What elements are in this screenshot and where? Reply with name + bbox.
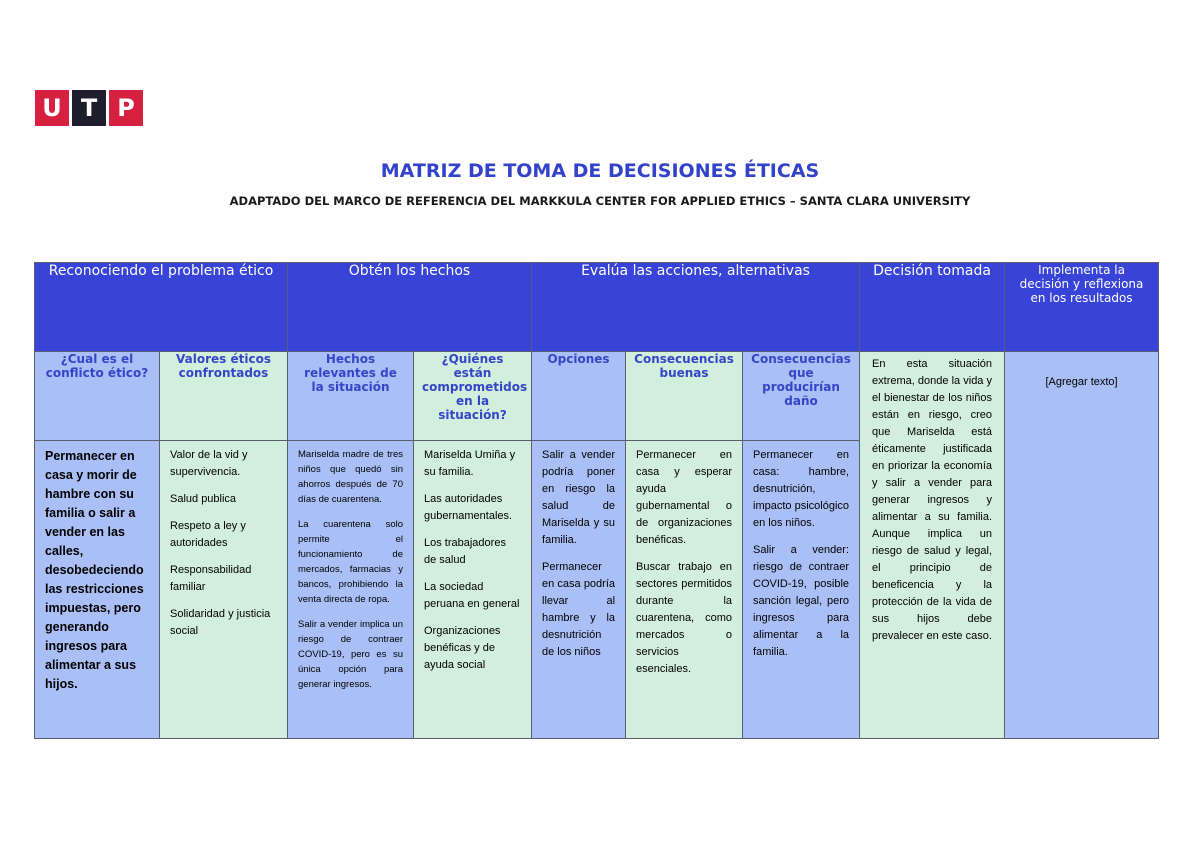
valor-item: Valor de la vid y supervivencia. (170, 449, 248, 478)
subheader-valores: Valores éticos confrontados (160, 352, 288, 441)
valor-item: Responsabilidad familiar (170, 564, 252, 593)
header-evalua: Evalúa las acciones, alternativas (532, 263, 860, 352)
page-subtitle: ADAPTADO DEL MARCO DE REFERENCIA DEL MARKKULA CENTER FOR APPLIED ETHICS – SANTA CLARA UNIVERSITY (229, 194, 971, 208)
quien-item: La sociedad peruana en general (424, 581, 520, 610)
implement-placeholder: [Agregar texto] (1045, 376, 1118, 388)
subheader-dano: Consecuencias que producirían daño (743, 352, 860, 441)
valor-item: Respeto a ley y autoridades (170, 520, 246, 549)
dano-cell (743, 441, 860, 739)
dano-item: Salir a vender: riesgo de contraer COVID-19, posible sanción legal, pero ingresos para alimentar a la familia. (753, 544, 850, 658)
hecho-item: Mariselda madre de tres niños que quedó sin ahorros después de 70 días de cuarentena. (298, 449, 403, 505)
opcion-item: Permanecer en casa podría llevar al hambre y la desnutrición de los niños (542, 561, 616, 658)
opciones-cell (532, 441, 626, 739)
conflicto-text: Permanecer en casa y morir de hambre con su familia o salir a vender en las calles, desobedeciendo las restricciones impuestas, pero generando ingresos para alimentar a sus hijos. (45, 449, 144, 691)
logo-letter-t: T (72, 90, 106, 126)
valor-item: Solidaridad y justicia social (170, 608, 271, 637)
hecho-item: La cuarentena solo permite el funcionamiento de mercados, farmacias y bancos, prohibiendo la venta directa de ropa. (298, 519, 403, 605)
subheader-hechos-relevantes: Hechos relevantes de la situación (288, 352, 414, 441)
buena-item: Permanecer en casa y esperar ayuda gubernamental o de organizaciones benéficas. (636, 449, 733, 546)
page-title: MATRIZ DE TOMA DE DECISIONES ÉTICAS (380, 160, 820, 182)
opcion-item: Salir a vender podría poner en riesgo la salud de Mariselda y su familia. (542, 449, 616, 546)
hecho-item: Salir a vender implica un riesgo de contraer COVID-19, pero es su única opción para generar ingresos. (298, 619, 403, 690)
subheader-conflicto: ¿Cual es el conflicto ético? (35, 352, 160, 441)
logo-letter-p: P (109, 90, 143, 126)
dano-item: Permanecer en casa: hambre, desnutrición, impacto psicológico en los niños. (753, 449, 850, 529)
logo-letter-u: U (35, 90, 69, 126)
header-hechos: Obtén los hechos (288, 263, 532, 352)
utp-logo (35, 90, 143, 126)
quien-item: Mariselda Umiña y su familia. (424, 449, 516, 478)
decision-cell (860, 352, 1005, 739)
quien-item: Los trabajadores de salud (424, 537, 506, 566)
implement-cell (1005, 352, 1159, 739)
subheader-quienes: ¿Quiénes están comprometidos en la situación? (414, 352, 532, 441)
hechos-cell (288, 441, 414, 739)
buenas-cell (626, 441, 743, 739)
conflicto-cell (35, 441, 160, 739)
valor-item: Salud publica (170, 493, 237, 505)
header-implementa: Implementa la decisión y reflexiona en los resultados (1005, 263, 1159, 352)
header-reconociendo: Reconociendo el problema ético (35, 263, 288, 352)
subheader-opciones: Opciones (532, 352, 626, 441)
decision-matrix (34, 262, 1159, 739)
decision-text: En esta situación extrema, donde la vida y el bienestar de los niños están en riesgo, creo que Mariselda está éticamente justificada en priorizar la economía y salir a vender para generar ingresos y alimentar a su familia. Aunque implica un riesgo de salud y legal, el principio de beneficencia y la protección de la vida de sus hijos debe prevalecer en este caso. (872, 358, 993, 642)
subheader-buenas: Consecuencias buenas (626, 352, 743, 441)
quien-item: Las autoridades gubernamentales. (424, 493, 513, 522)
quien-item: Organizaciones benéficas y de ayuda social (424, 625, 501, 671)
header-decision: Decisión tomada (860, 263, 1005, 352)
buena-item: Buscar trabajo en sectores permitidos durante la cuarentena, como mercados o servicios esenciales. (636, 561, 733, 675)
valores-cell (160, 441, 288, 739)
quienes-cell (414, 441, 532, 739)
